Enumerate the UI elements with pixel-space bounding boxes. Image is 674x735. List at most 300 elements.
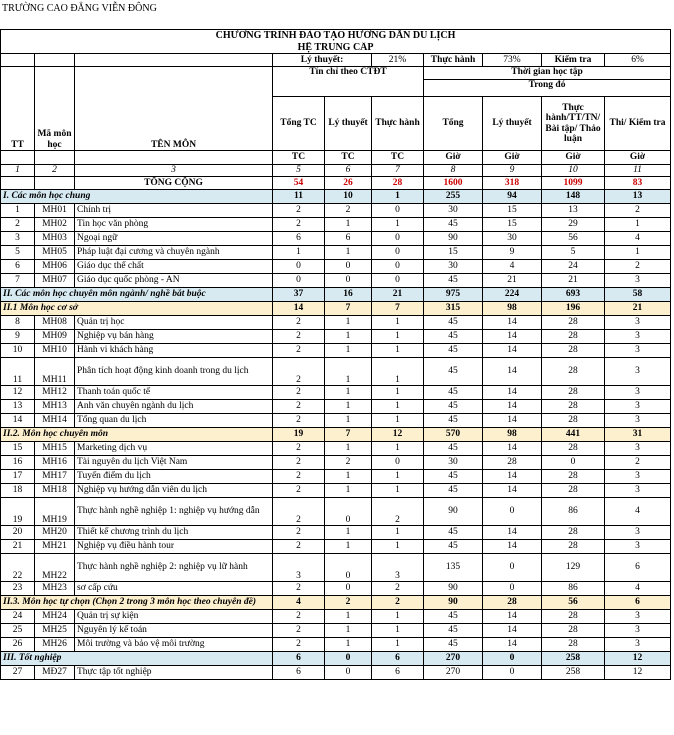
row-value: 45 (424, 526, 483, 540)
row-value: 28 (542, 316, 605, 330)
row-value: 45 (424, 470, 483, 484)
row-value: 1 (325, 624, 372, 638)
row-value: 28 (542, 610, 605, 624)
table-row (1, 554, 671, 582)
row-course-name: Nghiệp vụ hướng dẫn viên du lịch (75, 484, 273, 498)
row-value: 4 (483, 260, 542, 274)
col-number: 11 (605, 165, 671, 177)
col-number: 8 (424, 165, 483, 177)
row-value: 28 (542, 414, 605, 428)
row-value: 3 (605, 470, 671, 484)
row-value: 45 (424, 400, 483, 414)
row-value: 14 (483, 470, 542, 484)
row-value: 693 (542, 288, 605, 302)
row-value: 19 (273, 428, 325, 442)
row-value: 1 (372, 624, 424, 638)
col-number: 5 (273, 165, 325, 177)
row-value: 90 (424, 596, 483, 610)
row-value: 0 (372, 204, 424, 218)
row-value: 3 (605, 414, 671, 428)
row-value: 45 (424, 358, 483, 386)
total-value: 28 (372, 177, 424, 190)
ratio-practice-value: 73% (483, 54, 542, 67)
row-course-name: Quản trị học (75, 316, 273, 330)
row-value: 6 (372, 666, 424, 680)
ratio-exam-value: 6% (605, 54, 671, 67)
col-practice-credit-header: Thực hành (372, 97, 424, 151)
row-value: 28 (542, 442, 605, 456)
row-value: 3 (605, 442, 671, 456)
row-value: 0 (325, 498, 372, 526)
row-value: 6 (325, 232, 372, 246)
row-value: 2 (605, 456, 671, 470)
row-tt: 25 (1, 624, 35, 638)
row-course-name: Ngoại ngữ (75, 232, 273, 246)
table-row (1, 456, 671, 470)
row-code: MH22 (35, 554, 75, 582)
table-row (1, 638, 671, 652)
row-tt: 17 (1, 470, 35, 484)
total-value: 54 (273, 177, 325, 190)
table-row (1, 218, 671, 232)
row-course-name: Nghiệp vụ điều hành tour (75, 540, 273, 554)
row-value: 28 (542, 400, 605, 414)
row-course-name: Pháp luật đại cương và chuyên ngành (75, 246, 273, 260)
row-value: 224 (483, 288, 542, 302)
school-name: TRƯỜNG CAO ĐẲNG VIỄN ĐÔNG (2, 3, 157, 14)
row-value: 14 (483, 400, 542, 414)
unit-cell: TC (372, 151, 424, 165)
row-value: 15 (483, 204, 542, 218)
row-value: 2 (273, 456, 325, 470)
row-code: MH17 (35, 470, 75, 484)
row-value: 0 (483, 582, 542, 596)
row-value: 45 (424, 442, 483, 456)
row-value: 570 (424, 428, 483, 442)
row-course-name: Nguyên lý kế toán (75, 624, 273, 638)
row-tt: 16 (1, 456, 35, 470)
row-value: 0 (273, 274, 325, 288)
row-value: 14 (483, 344, 542, 358)
row-code: MH16 (35, 456, 75, 470)
row-value: 1 (372, 330, 424, 344)
col-total-hours-header: Tổng (424, 97, 483, 151)
row-value: 28 (542, 344, 605, 358)
col-practice-hours-header: Thực hành/TT/TN/ Bài tập/ Thảo luận (542, 97, 605, 151)
row-value: 7 (325, 302, 372, 316)
row-value: 14 (483, 484, 542, 498)
row-value: 258 (542, 666, 605, 680)
row-value: 15 (483, 218, 542, 232)
row-value: 1 (325, 484, 372, 498)
row-code: MH13 (35, 400, 75, 414)
row-value: 90 (424, 498, 483, 526)
table-row (1, 330, 671, 344)
row-course-name: Chính trị (75, 204, 273, 218)
row-course-name: Marketing dịch vụ (75, 442, 273, 456)
row-value: 94 (483, 190, 542, 204)
row-value: 4 (605, 582, 671, 596)
row-value: 0 (483, 666, 542, 680)
row-code: MH24 (35, 610, 75, 624)
row-code: MH14 (35, 414, 75, 428)
row-value: 14 (483, 358, 542, 386)
table-row (1, 260, 671, 274)
table-row (1, 414, 671, 428)
row-value: 196 (542, 302, 605, 316)
row-code: MĐ27 (35, 666, 75, 680)
row-tt: 20 (1, 526, 35, 540)
row-value: 1 (325, 386, 372, 400)
row-value: 28 (483, 596, 542, 610)
row-code: MH09 (35, 330, 75, 344)
row-tt: 14 (1, 414, 35, 428)
row-value: 21 (372, 288, 424, 302)
row-value: 1 (372, 316, 424, 330)
row-value: 3 (605, 358, 671, 386)
unit-cell: Giờ (605, 151, 671, 165)
row-value: 56 (542, 232, 605, 246)
row-value: 37 (273, 288, 325, 302)
row-value: 3 (605, 526, 671, 540)
row-value: 1 (325, 526, 372, 540)
row-value: 21 (605, 302, 671, 316)
total-value: 1099 (542, 177, 605, 190)
row-value: 14 (483, 386, 542, 400)
row-value: 14 (483, 526, 542, 540)
row-value: 98 (483, 428, 542, 442)
col-number: 7 (372, 165, 424, 177)
table-row (1, 386, 671, 400)
row-value: 1 (325, 330, 372, 344)
row-value: 45 (424, 274, 483, 288)
col-tt-header: TT (1, 67, 35, 151)
row-value: 28 (542, 526, 605, 540)
row-value: 45 (424, 218, 483, 232)
total-value: 1600 (424, 177, 483, 190)
row-value: 90 (424, 232, 483, 246)
row-value: 14 (483, 540, 542, 554)
col-theory-credit-header: Lý thuyết (325, 97, 372, 151)
row-value: 1 (325, 470, 372, 484)
table-row (1, 582, 671, 596)
row-value: 1 (325, 540, 372, 554)
table-row (1, 498, 671, 526)
row-value: 1 (372, 344, 424, 358)
row-value: 28 (542, 624, 605, 638)
section-name: II. Các môn học chuyên môn ngành/ nghề bắt buộc (1, 288, 273, 302)
row-tt: 6 (1, 260, 35, 274)
row-value: 28 (542, 358, 605, 386)
row-value: 1 (372, 218, 424, 232)
row-course-name: Giáo dục thể chất (75, 260, 273, 274)
row-value: 2 (372, 582, 424, 596)
row-value: 0 (483, 652, 542, 666)
row-value: 7 (372, 302, 424, 316)
row-value: 14 (483, 638, 542, 652)
row-value: 45 (424, 344, 483, 358)
row-value: 1 (372, 358, 424, 386)
row-code: MH08 (35, 316, 75, 330)
row-tt: 11 (1, 358, 35, 386)
row-value: 135 (424, 554, 483, 582)
row-value: 14 (483, 414, 542, 428)
row-value: 2 (273, 358, 325, 386)
row-value: 3 (273, 554, 325, 582)
table-row (1, 274, 671, 288)
row-code: MH02 (35, 218, 75, 232)
row-code: MH25 (35, 624, 75, 638)
row-value: 1 (372, 540, 424, 554)
row-value: 13 (542, 204, 605, 218)
row-code: MH11 (35, 358, 75, 386)
row-value: 3 (605, 400, 671, 414)
row-code: MH10 (35, 344, 75, 358)
table-row (1, 470, 671, 484)
section-row (1, 652, 671, 666)
row-value: 86 (542, 582, 605, 596)
col-number: 10 (542, 165, 605, 177)
row-course-name: Thực hành nghề nghiệp 1: nghiệp vụ hướng dẫn (75, 498, 273, 526)
row-value: 4 (605, 498, 671, 526)
row-value: 1 (372, 400, 424, 414)
row-value: 2 (273, 400, 325, 414)
row-code: MH18 (35, 484, 75, 498)
row-value: 29 (542, 218, 605, 232)
row-tt: 22 (1, 554, 35, 582)
row-value: 86 (542, 498, 605, 526)
row-value: 0 (483, 554, 542, 582)
row-value: 21 (483, 274, 542, 288)
total-value: 26 (325, 177, 372, 190)
subsection-name: II.1 Môn học cơ sở (1, 302, 273, 316)
row-value: 14 (483, 330, 542, 344)
row-value: 1 (325, 442, 372, 456)
row-value: 2 (273, 330, 325, 344)
col-number: 1 (1, 165, 35, 177)
row-value: 0 (372, 246, 424, 260)
row-tt: 3 (1, 232, 35, 246)
row-value: 1 (325, 218, 372, 232)
row-value: 2 (325, 596, 372, 610)
row-value: 45 (424, 610, 483, 624)
row-course-name: Thực tập tốt nghiệp (75, 666, 273, 680)
row-value: 129 (542, 554, 605, 582)
row-tt: 12 (1, 386, 35, 400)
row-value: 2 (325, 456, 372, 470)
row-value: 2 (273, 218, 325, 232)
row-value: 0 (483, 498, 542, 526)
row-value: 3 (605, 274, 671, 288)
row-value: 270 (424, 652, 483, 666)
row-value: 0 (325, 260, 372, 274)
table-row (1, 344, 671, 358)
row-value: 2 (325, 204, 372, 218)
table-row (1, 246, 671, 260)
row-course-name: Tin học văn phòng (75, 218, 273, 232)
row-value: 0 (372, 260, 424, 274)
row-code: MH12 (35, 386, 75, 400)
table-row (1, 232, 671, 246)
row-code: MH23 (35, 582, 75, 596)
row-course-name: Anh văn chuyên ngành du lịch (75, 400, 273, 414)
row-value: 0 (273, 260, 325, 274)
row-value: 14 (273, 302, 325, 316)
row-value: 0 (325, 652, 372, 666)
row-tt: 10 (1, 344, 35, 358)
row-value: 11 (273, 190, 325, 204)
section-row (1, 190, 671, 204)
row-value: 3 (605, 624, 671, 638)
row-course-name: Giáo dục quốc phòng - AN (75, 274, 273, 288)
subsection-row (1, 596, 671, 610)
row-value: 1 (605, 246, 671, 260)
row-value: 2 (273, 484, 325, 498)
row-value: 30 (424, 456, 483, 470)
row-value: 16 (325, 288, 372, 302)
row-value: 1 (325, 358, 372, 386)
row-value: 45 (424, 330, 483, 344)
time-group-header (424, 67, 671, 97)
row-value: 255 (424, 190, 483, 204)
row-value: 24 (542, 260, 605, 274)
col-code-header: Mã môn học (35, 67, 75, 151)
row-tt: 2 (1, 218, 35, 232)
row-value: 58 (605, 288, 671, 302)
row-value: 1 (372, 638, 424, 652)
unit-cell: Giờ (542, 151, 605, 165)
row-value: 3 (605, 610, 671, 624)
table-row (1, 204, 671, 218)
table-row (1, 316, 671, 330)
row-tt: 23 (1, 582, 35, 596)
row-value: 0 (542, 456, 605, 470)
row-tt: 18 (1, 484, 35, 498)
row-value: 12 (605, 666, 671, 680)
row-value: 2 (273, 638, 325, 652)
row-value: 30 (424, 204, 483, 218)
row-value: 441 (542, 428, 605, 442)
row-code: MH19 (35, 498, 75, 526)
row-value: 30 (483, 232, 542, 246)
row-value: 56 (542, 596, 605, 610)
row-tt: 19 (1, 498, 35, 526)
row-value: 2 (372, 596, 424, 610)
row-value: 6 (605, 596, 671, 610)
row-value: 2 (273, 624, 325, 638)
row-value: 98 (483, 302, 542, 316)
table-row (1, 666, 671, 680)
row-value: 315 (424, 302, 483, 316)
row-value: 45 (424, 386, 483, 400)
row-code: MH21 (35, 540, 75, 554)
row-tt: 21 (1, 540, 35, 554)
row-value: 10 (325, 190, 372, 204)
row-value: 28 (542, 638, 605, 652)
row-value: 15 (424, 246, 483, 260)
row-tt: 9 (1, 330, 35, 344)
row-value: 31 (605, 428, 671, 442)
row-value: 1 (605, 218, 671, 232)
row-course-name: Thanh toán quốc tế (75, 386, 273, 400)
row-value: 7 (325, 428, 372, 442)
row-value: 28 (542, 470, 605, 484)
row-value: 3 (605, 540, 671, 554)
section-name: III. Tốt nghiệp (1, 652, 273, 666)
row-value: 6 (273, 652, 325, 666)
row-tt: 13 (1, 400, 35, 414)
row-value: 975 (424, 288, 483, 302)
row-value: 12 (372, 428, 424, 442)
row-value: 2 (273, 344, 325, 358)
program-title: CHƯƠNG TRÌNH ĐÀO TẠO HƯỚNG DẪN DU LỊCH (1, 30, 671, 42)
time-group-title: Thời gian học tập (511, 67, 583, 77)
row-course-name: Phân tích hoạt động kinh doanh trong du lịch (75, 358, 273, 386)
row-value: 2 (605, 204, 671, 218)
row-value: 1 (325, 316, 372, 330)
row-value: 6 (273, 666, 325, 680)
row-value: 0 (372, 232, 424, 246)
row-value: 6 (605, 554, 671, 582)
section-row (1, 288, 671, 302)
unit-cell: TC (325, 151, 372, 165)
row-value: 1 (372, 386, 424, 400)
row-value: 258 (542, 652, 605, 666)
row-value: 2 (273, 204, 325, 218)
table-row (1, 442, 671, 456)
table-row (1, 358, 671, 386)
row-course-name: sơ cấp cứu (75, 582, 273, 596)
row-value: 1 (372, 442, 424, 456)
in-which-label: Trong đó (424, 79, 670, 90)
row-value: 1 (372, 470, 424, 484)
row-tt: 8 (1, 316, 35, 330)
row-course-name: Thiết kế chương trình du lịch (75, 526, 273, 540)
row-value: 148 (542, 190, 605, 204)
row-value: 45 (424, 540, 483, 554)
row-value: 1 (372, 190, 424, 204)
row-value: 270 (424, 666, 483, 680)
row-code: MH20 (35, 526, 75, 540)
table-row (1, 484, 671, 498)
total-label: TỔNG CỘNG (75, 177, 273, 190)
row-value: 14 (483, 442, 542, 456)
row-value: 1 (273, 246, 325, 260)
row-value: 28 (542, 386, 605, 400)
col-number: 9 (483, 165, 542, 177)
subsection-row (1, 428, 671, 442)
row-tt: 27 (1, 666, 35, 680)
row-code: MH05 (35, 246, 75, 260)
row-value: 3 (605, 330, 671, 344)
row-value: 45 (424, 638, 483, 652)
table-row (1, 540, 671, 554)
row-tt: 15 (1, 442, 35, 456)
row-value: 28 (542, 540, 605, 554)
row-value: 28 (542, 330, 605, 344)
row-value: 1 (325, 610, 372, 624)
row-value: 90 (424, 582, 483, 596)
row-value: 2 (372, 498, 424, 526)
ratio-theory-label: Lý thuyết: (273, 54, 372, 67)
row-value: 3 (605, 344, 671, 358)
table-row (1, 400, 671, 414)
row-value: 3 (372, 554, 424, 582)
row-value: 6 (273, 232, 325, 246)
table-row (1, 610, 671, 624)
row-value: 3 (605, 316, 671, 330)
row-value: 2 (273, 582, 325, 596)
